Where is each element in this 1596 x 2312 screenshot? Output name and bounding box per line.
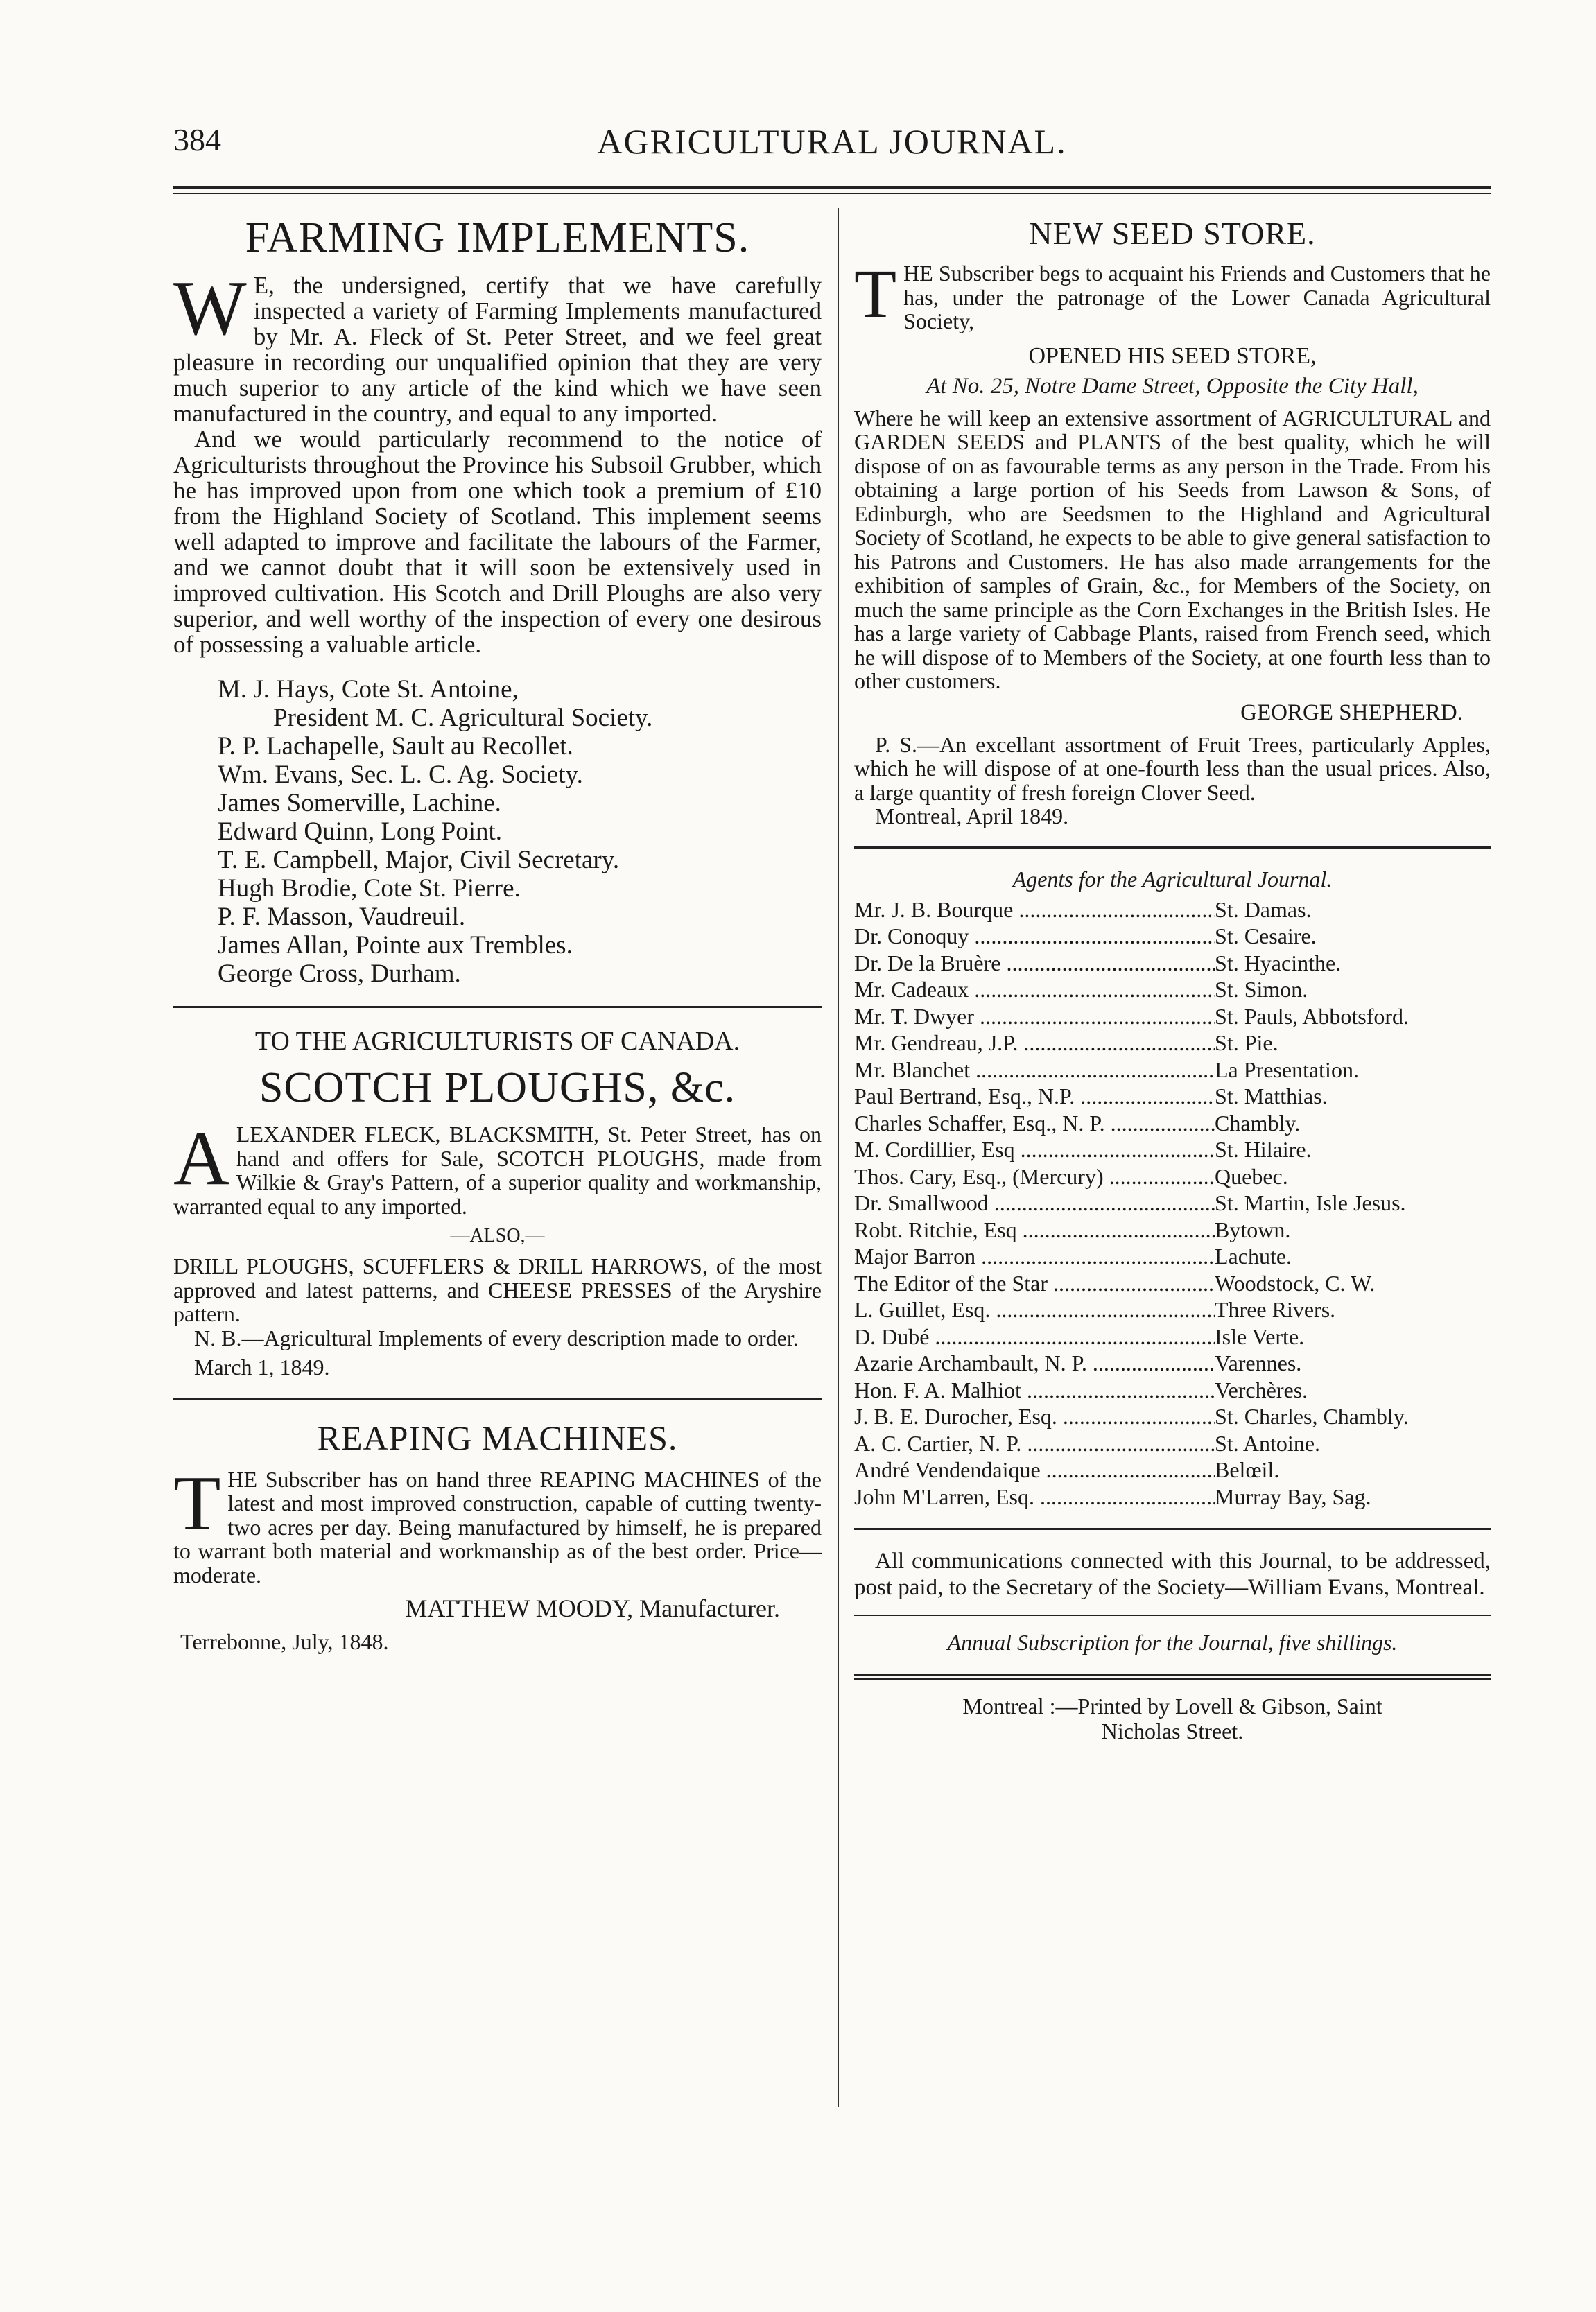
agent-row <box>854 1136 1491 1163</box>
agent-row <box>854 1484 1491 1511</box>
signature: P. F. Masson, Vaudreuil. <box>218 903 466 931</box>
agent-name: M. Cordillier, Esq ..... <box>854 1136 1215 1163</box>
scotch-ploughs-notice <box>173 1026 822 1380</box>
agent-place: Chambly. <box>1215 1110 1301 1136</box>
seed-para-1-text: HE Subscriber begs to acquaint his Friends and Customers that he has, under the patronage of the Lower Canada Agricultural Society, <box>903 261 1491 333</box>
section-divider <box>173 1006 822 1008</box>
farming-heading: FARMING IMPLEMENTS. <box>245 214 750 261</box>
agent-row <box>854 1377 1491 1404</box>
agent-place: Belœil. <box>1215 1457 1280 1482</box>
signature: President M. C. Agricultural Society. <box>273 704 653 732</box>
section-divider <box>854 1528 1491 1530</box>
dropcap-a: A <box>173 1115 229 1201</box>
agent-name: The Editor of the Star ..... <box>854 1270 1215 1297</box>
agent-name: A. C. Cartier, N. P. ..... <box>854 1430 1215 1457</box>
agent-place: St. Pie. <box>1215 1030 1278 1055</box>
journal-title: AGRICULTURAL JOURNAL. <box>597 122 1067 161</box>
agent-row <box>854 1163 1491 1190</box>
ploughs-para-2: DRILL PLOUGHS, SCUFFLERS & DRILL HARROWS, of the most approved and latest patterns, and CHEESE PRESSES of the Aryshire pattern. <box>173 1253 822 1326</box>
printer-imprint <box>854 1694 1491 1744</box>
agent-row <box>854 950 1491 977</box>
header-rule-thin <box>173 193 1491 194</box>
signature: Wm. Evans, Sec. L. C. Ag. Society. <box>218 760 583 789</box>
left-column <box>173 208 822 1654</box>
agent-name: Thos. Cary, Esq., (Mercury) ..... <box>854 1163 1215 1190</box>
agent-name: Mr. Blanchet ..... <box>854 1057 1215 1084</box>
section-divider <box>854 1615 1491 1616</box>
agent-row <box>854 1190 1491 1217</box>
signature: George Cross, Durham. <box>218 959 461 988</box>
communications-notice: All communications connected with this Journal, to be addressed, post paid, to the Secretary of the Society—William Evans, Montreal. <box>854 1549 1491 1600</box>
agent-row <box>854 896 1491 923</box>
reaping-date: Terrebonne, July, 1848. <box>180 1629 389 1654</box>
agent-name: André Vendendaique ..... <box>854 1457 1215 1484</box>
column-divider <box>838 208 839 2107</box>
agent-place: La Presentation. <box>1215 1057 1359 1082</box>
agent-name: Charles Schaffer, Esq., N. P. ..... <box>854 1110 1215 1137</box>
agent-name: J. B. E. Durocher, Esq. ..... <box>854 1403 1215 1430</box>
agent-place: St. Antoine. <box>1215 1430 1321 1456</box>
reaping-heading: REAPING MACHINES. <box>317 1418 678 1457</box>
agent-row <box>854 1083 1491 1110</box>
agent-row <box>854 923 1491 950</box>
agent-name: L. Guillet, Esq. ..... <box>854 1296 1215 1323</box>
seed-store-notice <box>854 215 1491 828</box>
ploughs-date: March 1, 1849. <box>194 1355 330 1380</box>
agent-place: Bytown. <box>1215 1217 1291 1242</box>
signature-list <box>218 675 822 988</box>
printer-line-2: Nicholas Street. <box>1101 1719 1244 1744</box>
agent-place: St. Hyacinthe. <box>1215 950 1342 975</box>
address-line: At No. 25, Notre Dame Street, Opposite the City Hall, <box>926 373 1419 399</box>
farming-para-1-text: E, the undersigned, certify that we have carefully inspected a variety of Farming Implements manufactured by Mr. A. Fleck of St. Peter Street, and we feel great pleasure in recording our unqualified opinion that they are very much superior to any article of the kind which we have seen manufactured in the country, and equal to any imported. <box>173 272 822 427</box>
agent-place: Woodstock, C. W. <box>1215 1270 1376 1296</box>
agent-name: Major Barron ..... <box>854 1243 1215 1270</box>
agent-name: Mr. T. Dwyer ..... <box>854 1003 1215 1030</box>
agent-place: St. Charles, Chambly. <box>1215 1404 1409 1429</box>
agent-row <box>854 1003 1491 1030</box>
agent-row <box>854 1350 1491 1377</box>
agent-place: St. Simon. <box>1215 977 1308 1002</box>
agent-row <box>854 1270 1491 1297</box>
signature: Edward Quinn, Long Point. <box>218 817 503 846</box>
agent-row <box>854 1057 1491 1084</box>
seed-signature: GEORGE SHEPHERD. <box>1240 699 1463 725</box>
agents-title: Agents for the Agricultural Journal. <box>1012 866 1333 892</box>
seed-para-1 <box>854 255 1491 333</box>
agent-place: St. Hilaire. <box>1215 1137 1312 1162</box>
agent-name: Robt. Ritchie, Esq ..... <box>854 1217 1215 1244</box>
farming-para-2: And we would particularly recommend to the notice of Agriculturists throughout the Province his Subsoil Grubber, which he has improved upon from one which took a premium of £10 from the Highland Society of Scotland. This implement seems well adapted to improve and facilitate the labours of the Farmer, and we cannot doubt that it will soon be extensively used in improved cultivation. His Scotch and Drill Ploughs are also very superior, and well worthy of the inspection of every one desirous of possessing a valuable article. <box>173 426 822 658</box>
seed-ps: P. S.—An excellant assortment of Fruit Trees, particularly Apples, which he will dispose of at one-fourth less than the usual prices. Also, a large quantity of fresh foreign Clover Seed. <box>854 731 1491 805</box>
dropcap-t: T <box>854 255 897 332</box>
agent-name: Dr. De la Bruère ..... <box>854 950 1215 977</box>
right-column <box>854 208 1491 1744</box>
agent-name: Hon. F. A. Malhiot ..... <box>854 1377 1215 1404</box>
agent-place: St. Matthias. <box>1215 1084 1328 1109</box>
dropcap-w: W <box>173 266 247 351</box>
farming-para-1 <box>173 266 822 427</box>
reaping-signature: MATTHEW MOODY, Manufacturer. <box>405 1594 780 1622</box>
agent-row <box>854 1403 1491 1430</box>
agent-name: Mr. J. B. Bourque ..... <box>854 896 1215 923</box>
dropcap-t: T <box>173 1460 221 1547</box>
agent-place: St. Pauls, Abbotsford. <box>1215 1003 1409 1029</box>
agent-row <box>854 1323 1491 1350</box>
seed-store-heading: NEW SEED STORE. <box>1029 216 1316 251</box>
agent-place: Quebec. <box>1215 1163 1288 1189</box>
printer-line-1: Montreal :—Printed by Lovell & Gibson, Saint <box>962 1694 1382 1719</box>
seed-date: Montreal, April 1849. <box>875 803 1069 828</box>
agent-place: Verchères. <box>1215 1377 1308 1402</box>
to-agriculturists-line: TO THE AGRICULTURISTS OF CANADA. <box>254 1027 740 1056</box>
reaping-para-1 <box>173 1460 822 1588</box>
signature: James Allan, Pointe aux Trembles. <box>218 931 573 959</box>
opened-line: OPENED HIS SEED STORE, <box>1028 342 1317 369</box>
seed-para-2: Where he will keep an extensive assortment of AGRICULTURAL and GARDEN SEEDS and PLANTS of the best quality, which he will dispose of on as favourable terms as any person in the Trade. From his obtaining a large portion of his Seeds from Lawson & Sons, of Edinburgh, who are Seedsmen to the Highland and Agricultural Society of Scotland, he expects to be able to give general satisfaction to his Patrons and Customers. He has also made arrangements for the exhibition of samples of Grain, &c., for Members of the Society, on much the same principle as the Corn Exchanges in the British Isles. He has a large variety of Cabbage Plants, raised from French seed, which he will dispose of to Members of the Society, at one fourth less than to other customers. <box>854 405 1491 693</box>
signature: Hugh Brodie, Cote St. Pierre. <box>218 874 521 903</box>
page-header <box>173 121 1491 184</box>
farming-implements-notice <box>173 214 822 988</box>
page-number: 384 <box>173 122 221 157</box>
signature: T. E. Campbell, Major, Civil Secretary. <box>218 846 620 874</box>
section-divider <box>854 846 1491 849</box>
agent-place: Three Rivers. <box>1215 1297 1336 1322</box>
signature: M. J. Hays, Cote St. Antoine, <box>218 675 519 704</box>
section-divider <box>173 1398 822 1400</box>
agents-list <box>854 867 1491 1511</box>
agent-place: St. Martin, Isle Jesus. <box>1215 1190 1406 1215</box>
footer-rule-thin <box>854 1678 1491 1680</box>
signature: P. P. Lachapelle, Sault au Recollet. <box>218 732 573 760</box>
signature: James Somerville, Lachine. <box>218 789 501 817</box>
agent-row <box>854 1110 1491 1137</box>
agent-row <box>854 1243 1491 1270</box>
agent-row <box>854 976 1491 1003</box>
agent-row <box>854 1217 1491 1244</box>
ploughs-para-1-text: LEXANDER FLECK, BLACKSMITH, St. Peter Street, has on hand and offers for Sale, SCOTCH PLOUGHS, made from Wilkie & Gray's Pattern, of a superior quality and workmanship, warranted equal to any imported. <box>173 1122 822 1219</box>
ploughs-heading: SCOTCH PLOUGHS, &c. <box>259 1064 736 1111</box>
agent-place: Isle Verte. <box>1215 1323 1305 1349</box>
agent-place: Varennes. <box>1215 1350 1302 1375</box>
ploughs-nb: N. B.—Agricultural Implements of every description made to order. <box>194 1325 799 1350</box>
also-line: —ALSO,— <box>450 1225 545 1246</box>
agent-name: Mr. Cadeaux ..... <box>854 976 1215 1003</box>
agent-name: John M'Larren, Esq. ..... <box>854 1484 1215 1511</box>
reaping-machines-notice <box>173 1418 822 1654</box>
agent-row <box>854 1029 1491 1057</box>
agent-name: Dr. Conoquy ..... <box>854 923 1215 950</box>
agent-name: Dr. Smallwood ..... <box>854 1190 1215 1217</box>
reaping-para-1-text: HE Subscriber has on hand three REAPING MACHINES of the latest and most improved construction, capable of cutting twenty-two acres per day. Being manufactured by himself, he is prepared to warrant both material and workmanship as of the best order. Price—moderate. <box>173 1466 822 1588</box>
agent-row <box>854 1457 1491 1484</box>
agent-name: Paul Bertrand, Esq., N.P. ..... <box>854 1083 1215 1110</box>
subscription-notice: Annual Subscription for the Journal, five shillings. <box>947 1630 1398 1655</box>
agent-name: Azarie Archambault, N. P. ..... <box>854 1350 1215 1377</box>
agents-table <box>854 896 1491 1511</box>
agent-name: D. Dubé ..... <box>854 1323 1215 1350</box>
agent-row <box>854 1296 1491 1323</box>
agent-row <box>854 1430 1491 1457</box>
agent-place: St. Damas. <box>1215 896 1312 922</box>
agent-place: Lachute. <box>1215 1244 1292 1269</box>
agent-name: Mr. Gendreau, J.P. ..... <box>854 1029 1215 1057</box>
footer-rule <box>854 1674 1491 1676</box>
agent-place: Murray Bay, Sag. <box>1215 1484 1371 1509</box>
header-rule <box>173 186 1491 189</box>
agent-place: St. Cesaire. <box>1215 923 1317 948</box>
ploughs-para-1 <box>173 1115 822 1219</box>
